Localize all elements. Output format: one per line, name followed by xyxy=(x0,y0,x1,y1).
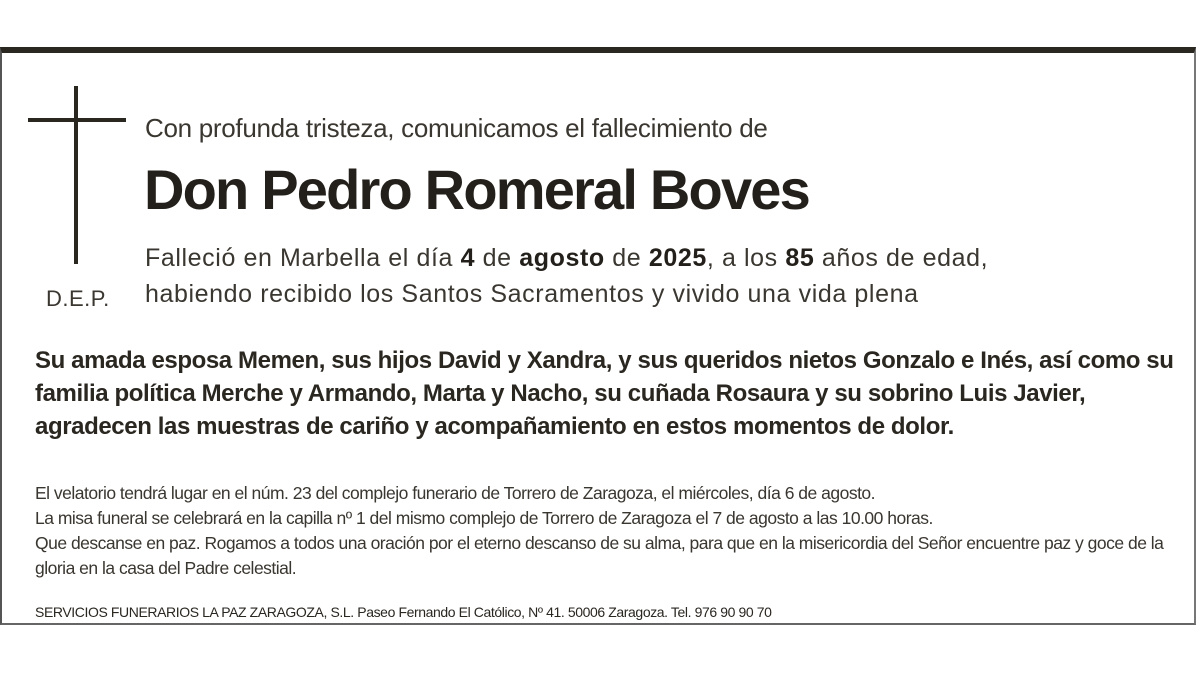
funeral-home-footer: SERVICIOS FUNERARIOS LA PAZ ZARAGOZA, S.L. Paseo Fernando El Católico, Nº 41. 50006 Zaragoza. Tel. 976 90 90 70 xyxy=(35,604,772,620)
death-notice xyxy=(145,240,988,312)
dep-caption: D.E.P. xyxy=(46,286,110,311)
prayer-text: Que descanse en paz. Rogamos a todos una oración por el eterno descanso de su alma, para que en la misericordia del Señor encuentre paz y goce de la gloria en la casa del Padre celestial. xyxy=(35,533,1164,578)
death-text: Falleció en Marbella el día xyxy=(145,244,461,272)
death-day: 4 xyxy=(460,244,476,272)
cross-horizontal-bar xyxy=(28,118,126,122)
death-year: 2025 xyxy=(648,244,707,272)
cross-vertical-bar xyxy=(74,86,78,264)
intro-text: Con profunda tristeza, comunicamos el fallecimiento de xyxy=(145,113,768,143)
death-line-2: habiendo recibido los Santos Sacramentos y vivido una vida plena xyxy=(145,280,919,308)
death-line-1 xyxy=(145,240,988,276)
death-text: , a los xyxy=(706,244,786,272)
service-details xyxy=(35,481,1175,581)
death-text: de xyxy=(475,244,520,272)
family-message: Su amada esposa Memen, sus hijos David y Xandra, y sus queridos nietos Gonzalo e Inés, así como su familia política Merche y Armando, Marta y Nacho, su cuñada Rosaura y su sobrino Luis Javier, agradecen las muestras de cariño y acompañamiento en estos momentos de dolor. xyxy=(35,347,1174,440)
wake-info: El velatorio tendrá lugar en el núm. 23 del complejo funerario de Torrero de Zaragoza, el miércoles, día 6 de agosto. xyxy=(35,483,876,503)
death-text: de xyxy=(604,244,649,272)
death-text: años de edad, xyxy=(814,244,989,272)
death-month: agosto xyxy=(519,244,605,272)
death-age: 85 xyxy=(785,244,815,272)
deceased-name: Don Pedro Romeral Boves xyxy=(144,158,809,221)
mass-info: La misa funeral se celebrará en la capilla nº 1 del mismo complejo de Torrero de Zaragoza el 7 de agosto a las 10.00 horas. xyxy=(35,508,933,528)
